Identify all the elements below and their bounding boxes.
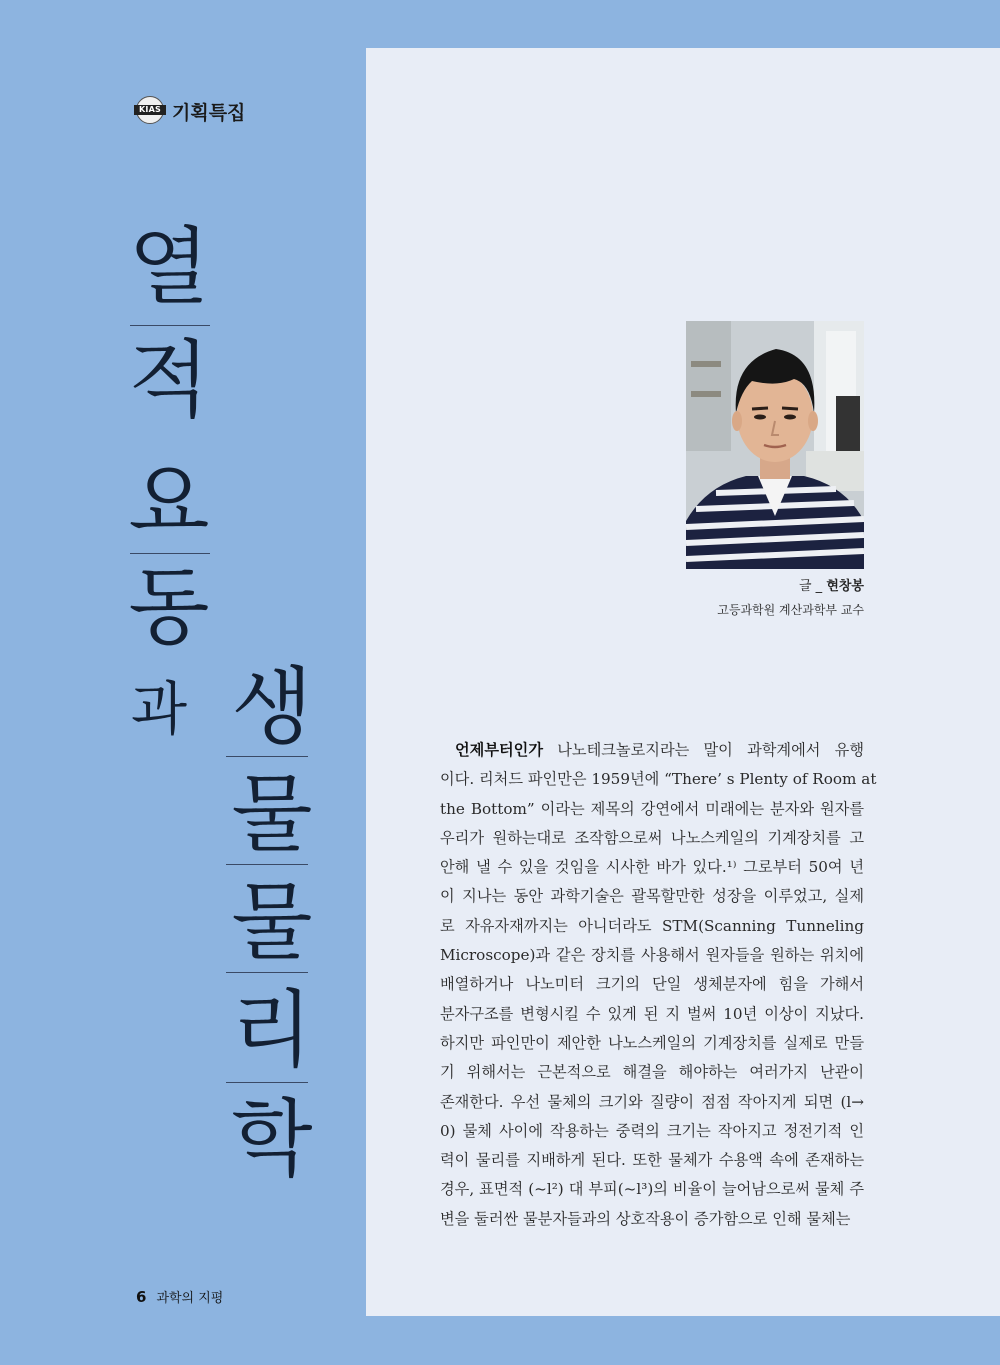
lead-word: 언제부터인가 xyxy=(455,741,544,759)
title-char-4: 동 xyxy=(128,558,210,656)
article-body xyxy=(440,736,877,1234)
publication-name: 과학의 지평 xyxy=(156,1291,224,1306)
author-name-line xyxy=(717,578,864,596)
body-line-14: 0) 물체 사이에 작용하는 중력의 크기는 작아지고 정전기적 인 xyxy=(440,1121,864,1140)
author-prefix: 글 _ xyxy=(798,579,827,594)
body-line-1: 언제부터인가 나노테크놀로지라는 말이 과학계에서 유행 xyxy=(455,741,864,759)
body-line-13: 존재한다. 우선 물체의 크기와 질량이 점점 작아지게 되면 (l→ xyxy=(440,1092,864,1111)
author-photo xyxy=(686,321,864,569)
body-line-8: Microscope)과 같은 장치를 사용해서 원자들을 원하는 위치에 xyxy=(440,946,864,965)
title-divider xyxy=(226,972,308,973)
logo-text: KIAS xyxy=(134,105,166,115)
title-char-10: 학 xyxy=(231,1090,313,1188)
title-char-5: 과 xyxy=(130,675,188,743)
title-divider xyxy=(130,553,210,554)
body-line-10: 분자구조를 변형시킬 수 있게 된 지 벌써 10년 이상이 지났다. xyxy=(440,1004,864,1023)
body-line-3: the Bottom” 이라는 제목의 강연에서 미래에는 분자와 원자를 xyxy=(440,799,864,818)
title-char-1: 열 xyxy=(128,218,210,316)
body-line-4: 우리가 원하는대로 조작함으로써 나노스케일의 기계장치를 고 xyxy=(440,828,864,847)
body-line-5: 안해 낼 수 있을 것임을 시사한 바가 있다.¹⁾ 그로부터 50여 년 xyxy=(440,858,864,877)
title-char-7: 물 xyxy=(231,765,313,863)
author-name: 현창봉 xyxy=(826,579,864,594)
page-footer xyxy=(136,1287,223,1306)
body-line-6: 이 지나는 동안 과학기술은 괄목할만한 성장을 이루었고, 실제 xyxy=(440,887,864,906)
page-number: 6 xyxy=(136,1288,147,1306)
title-char-3: 요 xyxy=(128,453,210,551)
title-char-2: 적 xyxy=(128,331,210,429)
title-char-6: 생 xyxy=(231,658,313,756)
body-line-17: 변을 둘러싼 물분자들과의 상호작용이 증가함으로 인해 물체는 xyxy=(440,1209,851,1228)
title-char-8: 물 xyxy=(231,873,313,971)
body-line-2: 이다. 리처드 파인만은 1959년에 “There’ s Plenty of Room at xyxy=(440,770,877,789)
kias-logo xyxy=(135,96,165,126)
title-divider xyxy=(226,864,308,865)
section-label: 기획특집 xyxy=(172,101,246,124)
body-line-16: 경우, 표면적 (~l²) 대 부피(~l³)의 비율이 늘어남으로써 물체 주 xyxy=(440,1180,864,1199)
body-line-7: 로 자유자재까지는 아니더라도 STM(Scanning Tunneling xyxy=(440,916,864,935)
body-line-12: 기 위해서는 근본적으로 해결을 해야하는 여러가지 난관이 xyxy=(440,1063,864,1082)
title-divider xyxy=(226,756,308,757)
author-affiliation: 고등과학원 계산과학부 교수 xyxy=(717,603,864,617)
title-divider xyxy=(130,325,210,326)
author-credit xyxy=(717,578,864,620)
section-header xyxy=(135,96,245,126)
title-divider xyxy=(226,1082,308,1083)
body-line-11: 하지만 파인만이 제안한 나노스케일의 기계장치를 실제로 만들 xyxy=(440,1033,864,1052)
body-line-9: 배열하거나 나노미터 크기의 단일 생체분자에 힘을 가해서 xyxy=(440,975,864,994)
title-char-9: 리 xyxy=(231,981,313,1079)
body-line-15: 력이 물리를 지배하게 된다. 또한 물체가 수용액 속에 존재하는 xyxy=(440,1151,864,1170)
